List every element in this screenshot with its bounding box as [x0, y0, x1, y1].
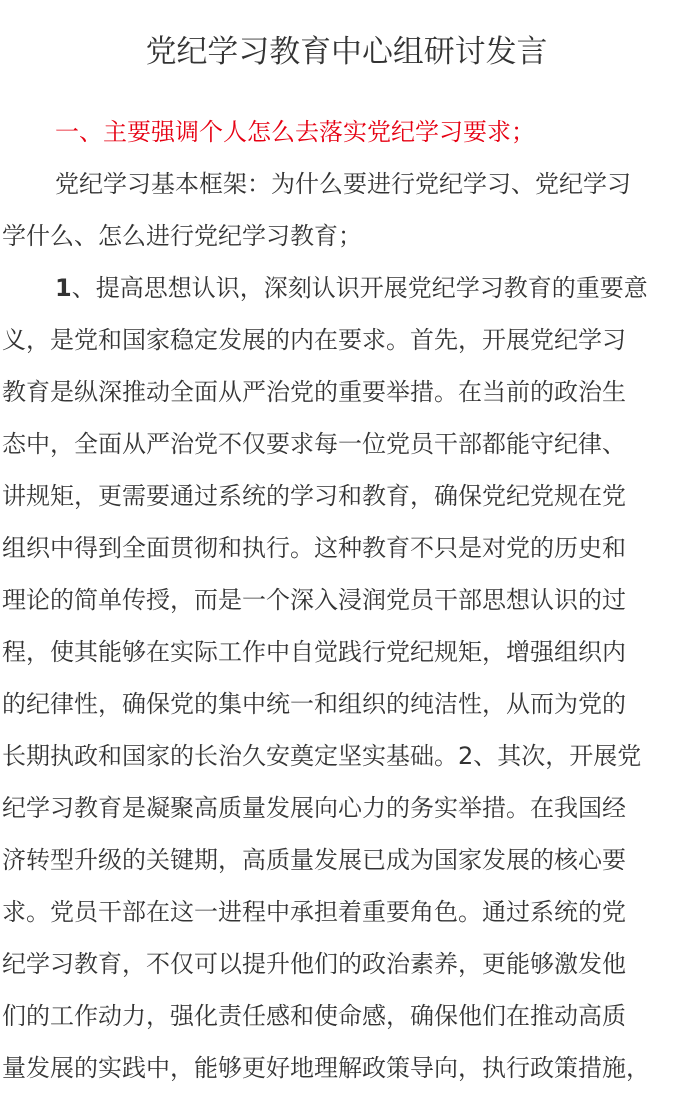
- paragraph-2-line: 讲规矩，更需要通过系统的学习和教育，确保党纪党规在党: [2, 482, 626, 510]
- paragraph-2-line: 教育是纵深推动全面从严治党的重要举措。在当前的政治生: [2, 378, 626, 406]
- section-heading-1: 一、主要强调个人怎么去落实党纪学习要求；: [55, 118, 535, 146]
- paragraph-2-line: 理论的简单传授，而是一个深入浸润党员干部思想认识的过: [2, 586, 626, 614]
- paragraph-2-line-1: [55, 262, 648, 314]
- paragraph-1-line-2: 学什么、怎么进行党纪学习教育；: [2, 222, 362, 250]
- paragraph-2-number: 1: [55, 274, 72, 302]
- paragraph-2-line: 求。党员干部在这一进程中承担着重要角色。通过系统的党: [2, 898, 626, 926]
- paragraph-2-line: 纪学习教育，不仅可以提升他们的政治素养，更能够激发他: [2, 950, 626, 978]
- paragraph-2-line: 济转型升级的关键期，高质量发展已成为国家发展的核心要: [2, 846, 626, 874]
- paragraph-2-line: 长期执政和国家的长治久安奠定坚实基础。2、其次，开展党: [2, 742, 642, 770]
- paragraph-2-line: 纪学习教育是凝聚高质量发展向心力的务实举措。在我国经: [2, 794, 626, 822]
- paragraph-2-line: 量发展的实践中，能够更好地理解政策导向，执行政策措施，: [2, 1054, 650, 1082]
- paragraph-2-line: 态中，全面从严治党不仅要求每一位党员干部都能守纪律、: [2, 430, 626, 458]
- document-title: 党纪学习教育中心组研讨发言: [145, 34, 548, 70]
- paragraph-2-line-1-text: 、提高思想认识，深刻认识开展党纪学习教育的重要意: [71, 274, 648, 302]
- paragraph-2-line: 程，使其能够在实际工作中自觉践行党纪规矩，增强组织内: [2, 638, 626, 666]
- paragraph-2-line: 组织中得到全面贯彻和执行。这种教育不只是对党的历史和: [2, 534, 626, 562]
- paragraph-2-line: 的纪律性，确保党的集中统一和组织的纯洁性，从而为党的: [2, 690, 626, 718]
- paragraph-2-line: 义，是党和国家稳定发展的内在要求。首先，开展党纪学习: [2, 326, 626, 354]
- paragraph-1-line-1: 党纪学习基本框架：为什么要进行党纪学习、党纪学习: [55, 170, 631, 198]
- paragraph-2-line: 们的工作动力，强化责任感和使命感，确保他们在推动高质: [2, 1002, 626, 1030]
